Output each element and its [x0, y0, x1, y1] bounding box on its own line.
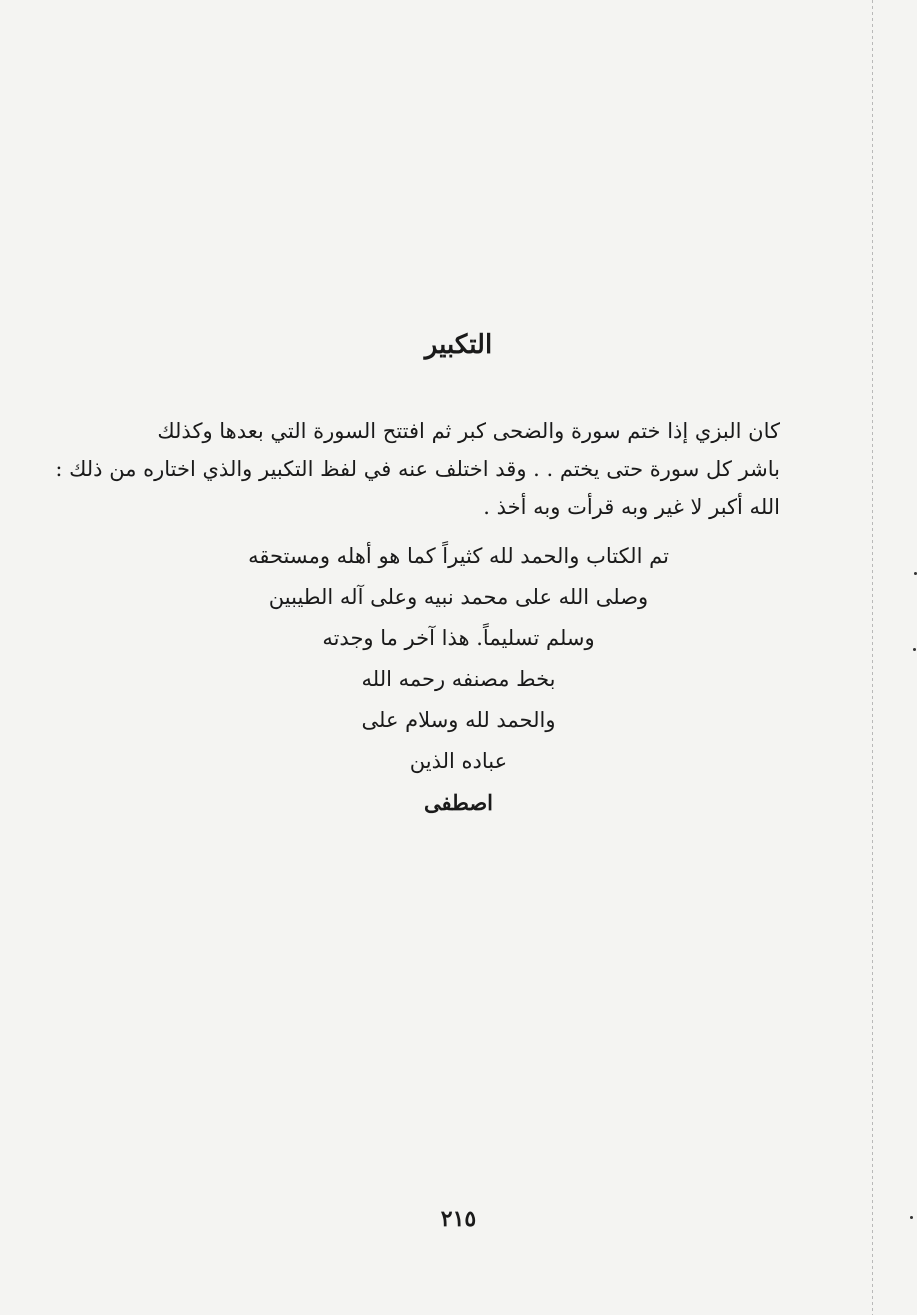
- colophon-line: تم الكتاب والحمد لله كثيراً كما هو أهله ومستحقه: [248, 544, 669, 568]
- paragraph-line: الله أكبر لا غير وبه قرأت وبه أخذ .: [483, 495, 780, 519]
- body-paragraph: [55, 412, 780, 526]
- colophon-line: وصلى الله على محمد نبيه وعلى آله الطيبين: [268, 585, 649, 609]
- paragraph-line: باشر كل سورة حتى يختم . . وقد اختلف عنه في لفظ التكبير والذي اختاره من ذلك :: [55, 457, 780, 481]
- colophon-line: وسلم تسليماً. هذا آخر ما وجدته: [322, 626, 595, 650]
- paragraph-line: كان البزي إذا ختم سورة والضحى كبر ثم افتتح السورة التي بعدها وكذلك: [157, 419, 780, 443]
- page-heading: التكبير: [424, 330, 493, 360]
- colophon: [0, 536, 917, 823]
- page-number: ٢١٥: [440, 1206, 477, 1232]
- colophon-line: بخط مصنفه رحمه الله: [361, 667, 556, 691]
- colophon-line: والحمد لله وسلام على: [361, 708, 556, 732]
- colophon-line: اصطفى: [423, 790, 494, 815]
- colophon-line: عباده الذين: [409, 749, 508, 773]
